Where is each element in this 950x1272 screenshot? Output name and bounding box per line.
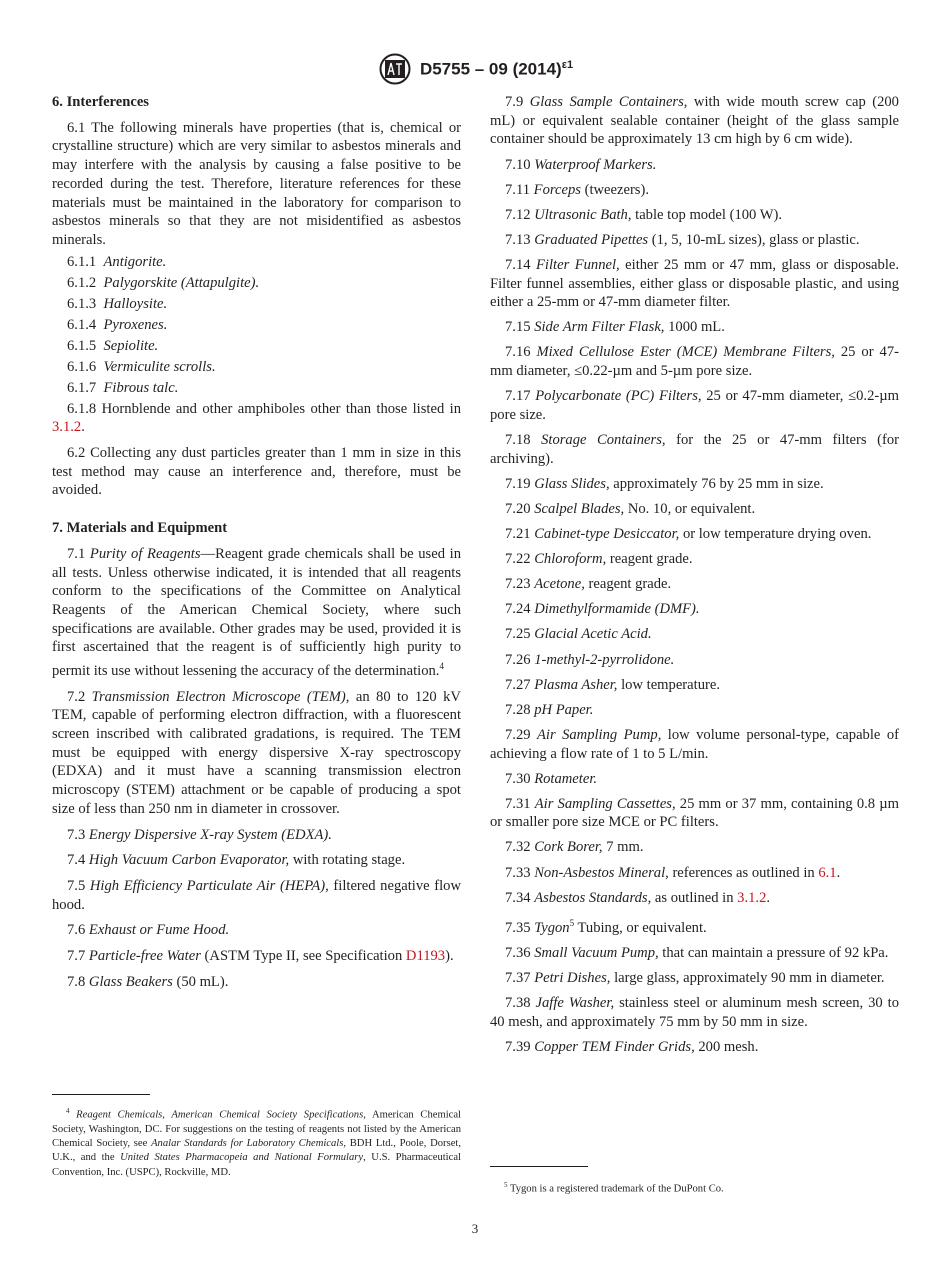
section-heading: 7. Materials and Equipment bbox=[52, 520, 228, 537]
list-item: 7.19 Glass Slides, approximately 76 by 25 mm in size. bbox=[505, 475, 824, 492]
specification-link[interactable]: D1193 bbox=[405, 948, 446, 965]
list-item: 6.1.3 Halloysite. bbox=[67, 295, 168, 312]
list-item: 7.14 Filter Funnel, either 25 mm or 47 mm, glass or disposable. Filter funnel assemblies, either glass or disposable plastic, and using either a 25-mm or 47-mm diameter filter. bbox=[490, 256, 900, 311]
list-item: 7.27 Plasma Asher, low temperature. bbox=[505, 676, 720, 693]
list-item: 6.1.5 Sepiolite. bbox=[67, 337, 159, 354]
paragraph-7-3: 7.3 Energy Dispersive X-ray System (EDXA). bbox=[67, 826, 332, 843]
list-item: 7.24 Dimethylformamide (DMF). bbox=[505, 601, 700, 618]
list-item: 7.11 Forceps (tweezers). bbox=[505, 181, 649, 198]
cross-reference-link[interactable]: 3.1.2 bbox=[737, 889, 767, 906]
list-item: 7.28 pH Paper. bbox=[505, 701, 594, 718]
paragraph-7-4: 7.4 High Vacuum Carbon Evaporator, with rotating stage. bbox=[67, 852, 406, 869]
page-header bbox=[0, 52, 950, 86]
list-item: 7.39 Copper TEM Finder Grids, 200 mesh. bbox=[505, 1038, 759, 1055]
list-item: 7.17 Polycarbonate (PC) Filters, 25 or 47-mm diameter, ≤0.2-µm pore size. bbox=[490, 388, 899, 423]
list-item: 7.32 Cork Borer, 7 mm. bbox=[505, 839, 644, 856]
document-designation: D5755 – 09 $(2014)^{\varepsilon 1}$ bbox=[419, 58, 574, 79]
footnote-ref: 5 bbox=[569, 917, 575, 928]
paragraph-6-1-8: 6.1.8 Hornblende and other amphiboles other than those listed in 3.1.2. bbox=[52, 400, 461, 436]
astm-logo-icon bbox=[377, 53, 413, 85]
list-item: 7.10 Waterproof Markers. bbox=[505, 156, 657, 173]
list-item: 7.13 Graduated Pipettes (1, 5, 10-mL sizes), glass or plastic. bbox=[505, 231, 860, 248]
list-item: 6.1.1 Antigorite. bbox=[67, 253, 167, 270]
page-number: 3 bbox=[471, 1221, 479, 1236]
paragraph-7-1: 7.1 Purity of Reagents—Reagent grade chemicals shall be used in all tests. Unless otherwise indicated, it is intended that all reagents conform to the specifications of the Committee on Analytical Reagents of the American Chemical Society, where such specifications are available. Other grades may be used, provided it is first ascertained that the reagent is of sufficiently high purity to permit its use without lessening the accuracy of the determination.$^4$ bbox=[52, 545, 462, 679]
right-column bbox=[490, 93, 899, 1056]
footnote-ref: 4 bbox=[439, 661, 444, 672]
list-item: 6.1.4 Pyroxenes. bbox=[67, 316, 168, 333]
list-item: 7.34 Asbestos Standards, as outlined in 3.1.2. bbox=[505, 889, 771, 906]
paragraph-7-5: 7.5 High Efficiency Particulate Air (HEPA), filtered negative flow hood. bbox=[52, 877, 462, 913]
list-item: 7.29 Air Sampling Pump, low volume personal-type, capable of achieving a flow rate of 1 to 5 L/min. bbox=[490, 726, 899, 762]
paragraph-6-1: 6.1 The following minerals have properties (that is, chemical or crystalline structure) which are very similar to asbestos minerals and may interfere with the analysis by causing a false positive to be recorded during the test. Therefore, literature references for these materials must be maintained in the laboratory for comparison to asbestos minerals so that they are not misidentified as asbestos minerals. bbox=[52, 119, 461, 248]
list-item: 7.25 Glacial Acetic Acid. bbox=[505, 626, 652, 643]
list-item: 7.15 Side Arm Filter Flask, 1000 mL. bbox=[505, 319, 725, 336]
list-item: 7.30 Rotameter. bbox=[505, 770, 598, 787]
paragraph-7-7: 7.7 Particle-free Water (ASTM Type II, see Specification D1193). bbox=[67, 948, 454, 965]
interference-list bbox=[52, 253, 461, 398]
list-item: 7.35 Tygon$^5$ Tubing, or equivalent. bbox=[505, 917, 707, 936]
list-item: 6.1.7 Fibrous talc. bbox=[67, 379, 179, 396]
list-item: 7.22 Chloroform, reagent grade. bbox=[505, 551, 693, 568]
paragraph-7-6: 7.6 Exhaust or Fume Hood. bbox=[67, 922, 230, 939]
cross-reference-link[interactable]: 6.1 bbox=[818, 864, 837, 881]
list-item: 7.20 Scalpel Blades, No. 10, or equivalent. bbox=[505, 500, 756, 517]
list-item: 7.37 Petri Dishes, large glass, approximately 90 mm in diameter. bbox=[505, 969, 885, 986]
footnote-divider bbox=[52, 1094, 150, 1095]
list-item: 7.18 Storage Containers, for the 25 or 47-mm filters (for archiving). bbox=[490, 432, 899, 467]
list-item: 7.12 Ultrasonic Bath, table top model (100 W). bbox=[505, 206, 782, 223]
paragraph-7-2: 7.2 Transmission Electron Microscope (TEM), an 80 to 120 kV TEM, capable of performing electron diffraction, with a fluorescent screen inscribed with calibrated gradations, is required. The TEM must be equipped with energy dispersive X-ray spectroscopy (EDXA) and it must have a scanning transmission electron microscopy (STEM) attachment or be capable of producing a spot size of less than 250 nm in diameter in crossover. bbox=[52, 688, 461, 817]
footnote-4: $^4$ Reagent Chemicals, American Chemical Society Specifications, American Chemical Society, Washington, DC. For suggestions on the testing of reagents not listed by the American Chemical Society, see Analar Standards for Laboratory Chemicals, BDH Ltd., Poole, Dorset, U.K., and the United States Pharmacopeia and National Formulary, U.S. Pharmaceutical Convention, Inc. (USPC), Rockville, MD. bbox=[52, 1107, 461, 1178]
list-item: 7.26 1-methyl-2-pyrrolidone. bbox=[505, 651, 675, 668]
section-heading: 6. Interferences bbox=[52, 94, 149, 110]
list-item: 7.33 Non-Asbestos Mineral, references as outlined in 6.1. bbox=[505, 864, 841, 881]
list-item: 7.31 Air Sampling Cassettes, 25 mm or 37 mm, containing 0.8 µm or smaller pore size MCE or PC filters. bbox=[490, 795, 899, 831]
cross-reference-link[interactable]: 3.1.2 bbox=[52, 419, 82, 436]
list-item: 7.9 Glass Sample Containers, with wide mouth screw cap (200 mL) or equivalent sealable container (height of the glass sample container should be approximately 13 cm high by 6 cm wide). bbox=[490, 94, 899, 148]
list-item: 6.1.2 Palygorskite (Attapulgite). bbox=[67, 274, 260, 291]
list-item: 7.23 Acetone, reagent grade. bbox=[505, 576, 672, 593]
list-item: 7.38 Jaffe Washer, stainless steel or aluminum mesh screen, 30 to 40 mesh, and approximately 75 mm by 50 mm in size. bbox=[490, 994, 900, 1030]
paragraph-6-2: 6.2 Collecting any dust particles greater than 1 mm in size in this test method may cause an interference and, therefore, must be avoided. bbox=[52, 445, 461, 499]
footnote-divider bbox=[490, 1166, 588, 1167]
paragraph-7-8: 7.8 Glass Beakers (50 mL). bbox=[67, 973, 229, 990]
footnote-5: $^5$ Tygon is a registered trademark of the DuPont Co. bbox=[504, 1181, 724, 1195]
list-item: 7.36 Small Vacuum Pump, that can maintain a pressure of 92 kPa. bbox=[505, 944, 889, 961]
list-item: 7.16 Mixed Cellulose Ester (MCE) Membrane Filters, 25 or 47-mm diameter, ≤0.22-µm and 5-µm pore size. bbox=[490, 344, 899, 380]
left-column bbox=[52, 93, 461, 991]
list-item: 7.21 Cabinet-type Desiccator, or low temperature drying oven. bbox=[505, 526, 872, 543]
list-item: 6.1.6 Vermiculite scrolls. bbox=[67, 358, 216, 375]
